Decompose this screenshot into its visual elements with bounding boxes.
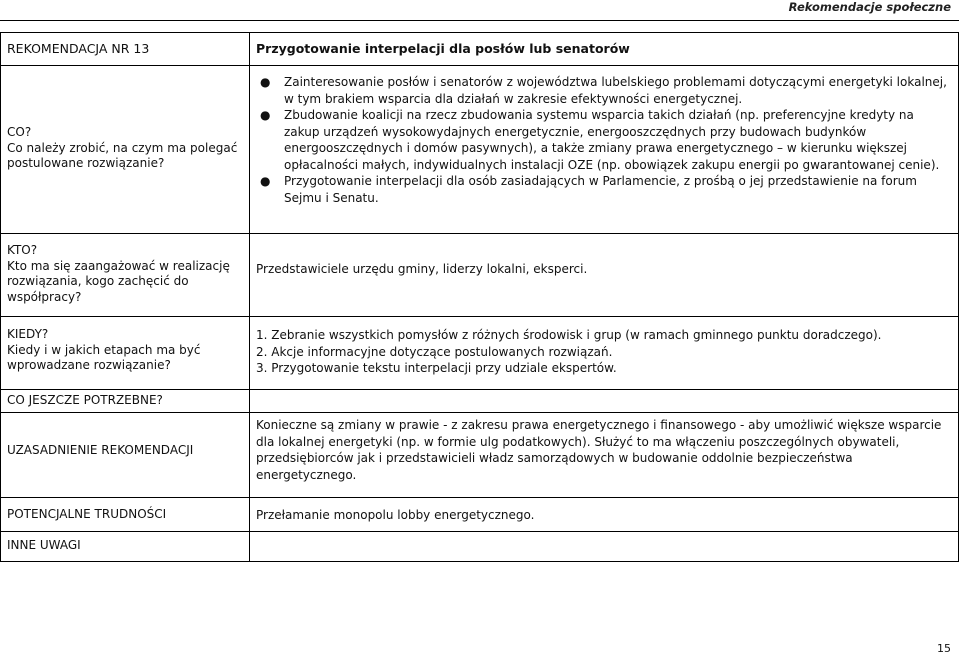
- inne-label: INNE UWAGI: [7, 538, 81, 552]
- co-jeszcze-answer-cell: [250, 390, 959, 413]
- kiedy-answer-cell: [250, 317, 959, 390]
- header-title: Rekomendacje społeczne: [788, 0, 951, 14]
- rec-title-cell: [250, 33, 959, 66]
- kiedy-question: KIEDY?: [7, 327, 49, 341]
- co-bullet-text: Zainteresowanie posłów i senatorów z województwa lubelskiego problemami dotyczącymi energetyki lokalnej, w tym brakiem wsparcia dla działań w zakresie efektywności energetycznej.: [284, 75, 947, 106]
- list-item: [260, 107, 952, 173]
- header-divider: [0, 20, 959, 21]
- co-hint: Co należy zrobić, na czym ma polegać postulowane rozwiązanie?: [7, 140, 238, 170]
- kto-answer-cell: [250, 234, 959, 317]
- list-item: 1. Zebranie wszystkich pomysłów z różnych środowisk i grup (w ramach gminnego punktu doradczego).: [256, 328, 882, 342]
- trudnosci-label-cell: [1, 498, 250, 532]
- rec-number-label: REKOMENDACJA NR 13: [7, 41, 150, 56]
- uzasadnienie-answer: Konieczne są zmiany w prawie - z zakresu prawa energetycznego i finansowego - aby umożliwić większe wsparcie dla lokalnej energetyki (np. w formie ulg podatkowych). Służyć to ma włączeniu poszczególnych obywateli, przedsiębiorców jak i przedstawicieli władz samorządowych w budowanie oddolnie bezpieczeństwa energetycznego.: [256, 418, 942, 482]
- kiedy-step-list: [256, 327, 952, 377]
- uzasadnienie-label: UZASADNIENIE REKOMENDACJI: [7, 443, 194, 457]
- co-answer-cell: [250, 66, 959, 234]
- list-item: 2. Akcje informacyjne dotyczące postulowanych rozwiązań.: [256, 344, 613, 359]
- co-question: CO?: [7, 125, 32, 139]
- co-bullet-text: Zbudowanie koalicji na rzecz zbudowania systemu wsparcia takich działań (np. preferencyjne kredyty na zakup urządzeń wysokowydajnych energetycznie, energooszczędnych przy budowach budynków energooszczędnych i domów pasywnych), a także zmiany prawa energetycznego – w kierunku większej opłacalności małych, indywidualnych instalacji OZE (np. obowiązek zakupu energii po gwarantowanej cenie).: [284, 108, 940, 172]
- rec-title: Przygotowanie interpelacji dla posłów lub senatorów: [256, 41, 630, 56]
- page-number: 15: [937, 642, 951, 655]
- kiedy-label-cell: [1, 317, 250, 390]
- recommendation-table: [0, 32, 959, 562]
- kto-hint: Kto ma się zaangażować w realizację rozwiązania, kogo zachęcić do współpracy?: [7, 258, 230, 304]
- list-item: [260, 173, 952, 206]
- trudnosci-label: POTENCJALNE TRUDNOŚCI: [7, 507, 167, 521]
- trudnosci-answer: Przełamanie monopolu lobby energetycznego.: [256, 508, 535, 522]
- inne-label-cell: [1, 532, 250, 562]
- bullet-icon: ●: [260, 108, 271, 122]
- kto-answer: Przedstawiciele urzędu gminy, liderzy lokalni, eksperci.: [256, 262, 588, 276]
- trudnosci-answer-cell: [250, 498, 959, 532]
- co-jeszcze-label-cell: [1, 390, 250, 413]
- list-item: [260, 74, 952, 107]
- rec-number-cell: [1, 33, 250, 66]
- inne-answer-cell: [250, 532, 959, 562]
- bullet-icon: ●: [260, 174, 271, 188]
- co-bullet-list: [256, 74, 952, 206]
- kiedy-hint: Kiedy i w jakich etapach ma być wprowadzane rozwiązanie?: [7, 342, 201, 372]
- co-label-cell: [1, 66, 250, 234]
- bullet-icon: ●: [260, 75, 271, 89]
- uzasadnienie-answer-cell: [250, 413, 959, 498]
- kto-label-cell: [1, 234, 250, 317]
- kto-question: KTO?: [7, 243, 38, 257]
- co-jeszcze-label: CO JESZCZE POTRZEBNE?: [7, 393, 163, 407]
- uzasadnienie-label-cell: [1, 413, 250, 498]
- list-item: 3. Przygotowanie tekstu interpelacji przy udziale ekspertów.: [256, 361, 617, 375]
- co-bullet-text: Przygotowanie interpelacji dla osób zasiadających w Parlamencie, z prośbą o jej przedstawienie na forum Sejmu i Senatu.: [284, 174, 917, 205]
